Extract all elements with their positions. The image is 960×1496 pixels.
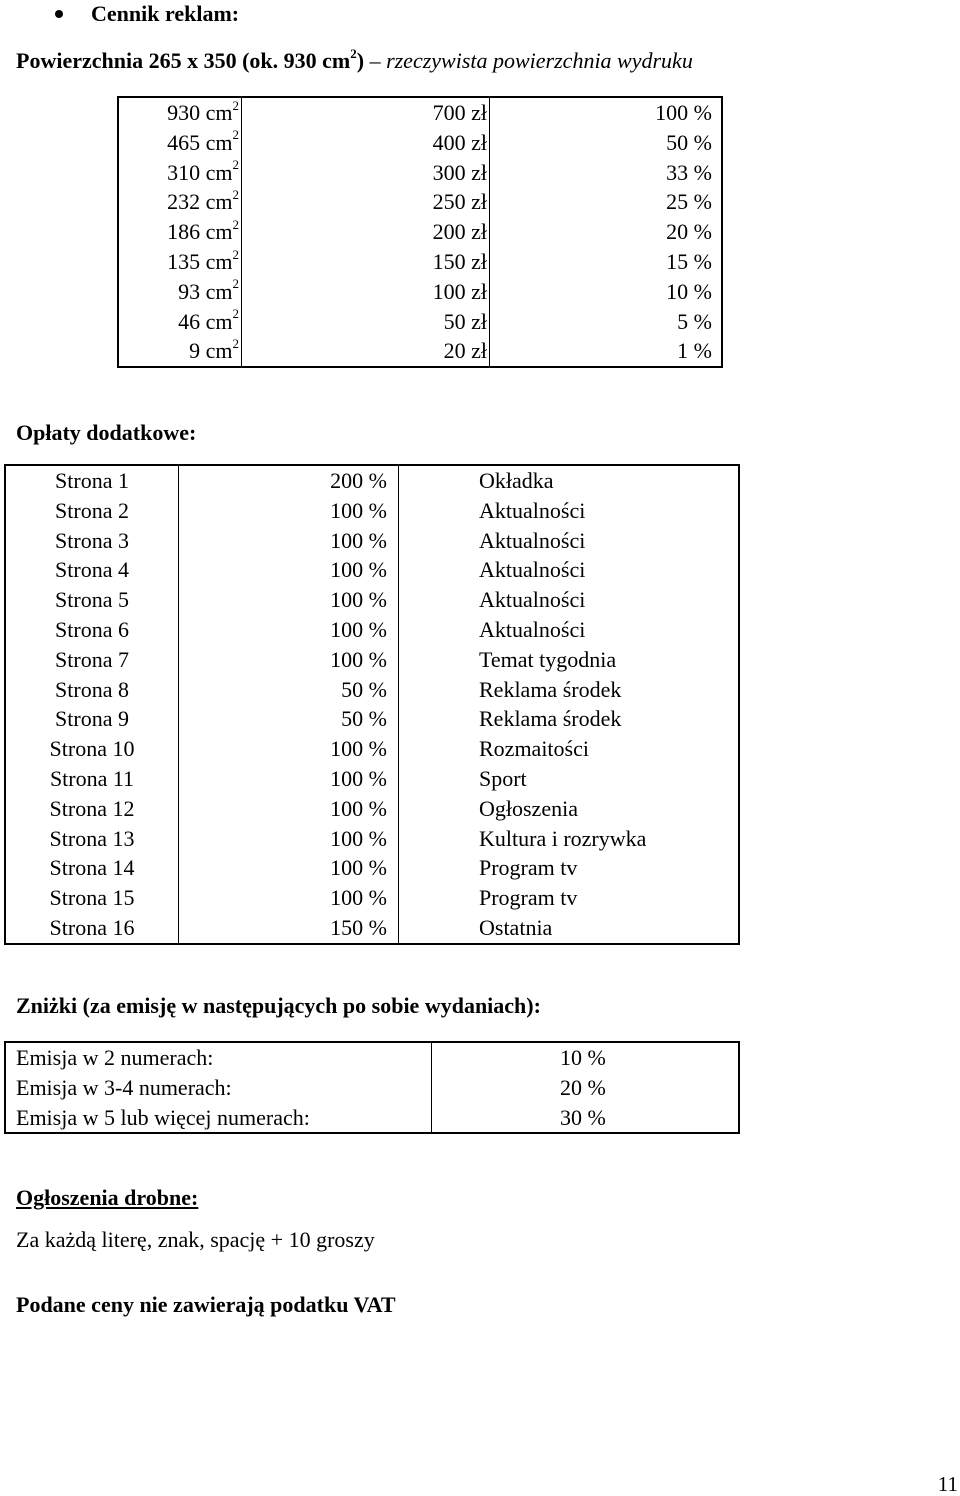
section-cell: Aktualności [479, 557, 586, 583]
page-cell: Strona 8 [5, 675, 179, 705]
surface-note: rzeczywista powierzchnia wydruku [386, 48, 693, 73]
percent-cell: 100 % [179, 853, 399, 883]
surface-line [16, 46, 693, 76]
table-row [5, 853, 739, 883]
price-cell: 100 zł [242, 277, 490, 307]
percent-cell: 100 % [179, 555, 399, 585]
table-row [5, 1073, 739, 1103]
extra-fees-title: Opłaty dodatkowe: [16, 420, 197, 445]
table-row [5, 824, 739, 854]
discounts-title: Zniżki (za emisję w następujących po sobie wydaniach): [16, 993, 541, 1018]
area-value: 135 [167, 248, 201, 274]
extra-fees-table [4, 464, 740, 945]
area-cell [118, 336, 242, 367]
page-cell: Strona 9 [5, 704, 179, 734]
vat-note: Podane ceny nie zawierają podatku VAT [16, 1292, 396, 1317]
percent-cell: 50 % [666, 129, 712, 155]
area-value: 465 [167, 129, 201, 155]
area-unit: cm [205, 338, 233, 364]
table-row [5, 615, 739, 645]
page-cell: Strona 7 [5, 645, 179, 675]
table-row [5, 555, 739, 585]
table-row [5, 675, 739, 705]
percent-cell: 50 % [179, 675, 399, 705]
percent-cell: 100 % [179, 824, 399, 854]
area-unit: cm [205, 219, 233, 245]
price-cell: 50 zł [242, 307, 490, 337]
percent-cell: 5 % [677, 308, 712, 334]
table-row [118, 336, 722, 367]
table-row [118, 277, 722, 307]
area-value: 310 [167, 159, 201, 185]
percent-cell: 100 % [179, 734, 399, 764]
percent-cell: 100 % [179, 764, 399, 794]
area-value: 93 [178, 278, 201, 304]
section-cell: Ostatnia [479, 914, 553, 940]
table-row [5, 883, 739, 913]
area-sup: 2 [232, 276, 239, 292]
section-cell: Ogłoszenia [479, 795, 578, 821]
page-cell: Strona 14 [5, 853, 179, 883]
percent-cell: 100 % [179, 615, 399, 645]
area-cell [118, 247, 242, 277]
percent-cell: 100 % [179, 794, 399, 824]
area-cell [118, 217, 242, 247]
page-cell: Strona 13 [5, 824, 179, 854]
table-row [5, 764, 739, 794]
table-row [118, 247, 722, 277]
price-cell: 20 zł [242, 336, 490, 367]
section-cell: Reklama środek [479, 706, 622, 732]
price-cell: 300 zł [242, 158, 490, 188]
section-cell: Okładka [479, 468, 554, 493]
table-row [5, 526, 739, 556]
percent-cell: 100 % [179, 585, 399, 615]
area-cell [118, 307, 242, 337]
table-row [5, 734, 739, 764]
area-unit: cm [205, 129, 233, 155]
percent-cell: 100 % [179, 496, 399, 526]
section-cell: Sport [479, 765, 527, 791]
bullet-icon [55, 10, 63, 18]
percent-cell: 25 % [666, 189, 712, 215]
area-cell [118, 187, 242, 217]
page-number: 11 [937, 1472, 958, 1496]
area-value: 186 [167, 219, 201, 245]
area-cell [118, 277, 242, 307]
price-table [117, 96, 723, 368]
page-cell: Strona 3 [5, 526, 179, 556]
area-cell [118, 97, 242, 128]
percent-cell: 33 % [666, 159, 712, 185]
area-sup: 2 [232, 127, 239, 143]
classifieds-text: Za każdą literę, znak, spację + 10 groszy [16, 1227, 375, 1252]
area-sup: 2 [232, 246, 239, 262]
heading-block [0, 0, 600, 30]
percent-cell: 100 % [179, 883, 399, 913]
percent-cell: 100 % [655, 100, 712, 125]
section-cell: Aktualności [479, 527, 586, 553]
page-cell: Strona 15 [5, 883, 179, 913]
table-row [5, 1103, 739, 1134]
discount-value: 30 % [560, 1104, 606, 1130]
page-cell: Strona 4 [5, 555, 179, 585]
area-unit: cm [205, 278, 233, 304]
area-value: 930 [167, 100, 201, 125]
percent-cell: 100 % [179, 526, 399, 556]
section-cell: Rozmaitości [479, 736, 589, 762]
table-row [118, 128, 722, 158]
page-cell: Strona 2 [5, 496, 179, 526]
table-row [118, 97, 722, 128]
area-cell [118, 128, 242, 158]
area-unit: cm [205, 189, 233, 215]
percent-cell: 200 % [179, 465, 399, 496]
discounts-table [4, 1041, 740, 1134]
classifieds-title: Ogłoszenia drobne: [16, 1185, 199, 1210]
price-cell: 700 zł [242, 97, 490, 128]
section-cell: Kultura i rozrywka [479, 825, 647, 851]
table-row [118, 187, 722, 217]
area-unit: cm [205, 100, 233, 125]
area-unit: cm [205, 159, 233, 185]
area-value: 9 [189, 338, 201, 364]
table-row [118, 158, 722, 188]
percent-cell: 100 % [179, 645, 399, 675]
table-row [118, 217, 722, 247]
area-value: 232 [167, 189, 201, 215]
area-cell [118, 158, 242, 188]
area-sup: 2 [232, 216, 239, 232]
area-sup: 2 [232, 187, 239, 203]
section-cell: Temat tygodnia [479, 646, 617, 672]
surface-prefix: Powierzchnia 265 x 350 (ok. 930 cm [16, 48, 351, 73]
page-cell: Strona 5 [5, 585, 179, 615]
area-value: 46 [178, 308, 201, 334]
table-row [5, 913, 739, 944]
page-cell: Strona 10 [5, 734, 179, 764]
table-row [5, 645, 739, 675]
surface-close: ) [356, 48, 365, 73]
percent-cell: 150 % [179, 913, 399, 944]
section-cell: Aktualności [479, 587, 586, 613]
page-cell: Strona 11 [5, 764, 179, 794]
discount-label: Emisja w 3-4 numerach: [5, 1073, 432, 1103]
percent-cell: 1 % [677, 338, 712, 364]
discount-value: 20 % [560, 1074, 606, 1100]
percent-cell: 15 % [666, 248, 712, 274]
percent-cell: 10 % [666, 278, 712, 304]
page-cell: Strona 12 [5, 794, 179, 824]
price-cell: 250 zł [242, 187, 490, 217]
section-cell: Reklama środek [479, 676, 622, 702]
section-cell: Program tv [479, 885, 578, 911]
surface-dash: – [364, 48, 387, 73]
section-cell: Program tv [479, 855, 578, 881]
area-sup: 2 [232, 336, 239, 352]
discount-label: Emisja w 2 numerach: [5, 1042, 432, 1073]
table-row [118, 307, 722, 337]
table-row [5, 704, 739, 734]
table-row [5, 1042, 739, 1073]
price-cell: 150 zł [242, 247, 490, 277]
percent-cell: 50 % [179, 704, 399, 734]
page-cell: Strona 16 [5, 913, 179, 944]
discount-value: 10 % [560, 1045, 606, 1070]
table-row [5, 496, 739, 526]
table-row [5, 585, 739, 615]
price-cell: 200 zł [242, 217, 490, 247]
surface-sup: 2 [350, 45, 357, 61]
area-sup: 2 [232, 157, 239, 173]
area-sup: 2 [232, 306, 239, 322]
page-cell: Strona 1 [5, 465, 179, 496]
discount-label: Emisja w 5 lub więcej numerach: [5, 1103, 432, 1134]
price-cell: 400 zł [242, 128, 490, 158]
page-cell: Strona 6 [5, 615, 179, 645]
area-sup: 2 [232, 97, 239, 113]
area-unit: cm [205, 248, 233, 274]
section-cell: Aktualności [479, 497, 586, 523]
section-cell: Aktualności [479, 616, 586, 642]
area-unit: cm [205, 308, 233, 334]
table-row [5, 465, 739, 496]
percent-cell: 20 % [666, 219, 712, 245]
page-heading: Cennik reklam: [91, 1, 240, 26]
table-row [5, 794, 739, 824]
